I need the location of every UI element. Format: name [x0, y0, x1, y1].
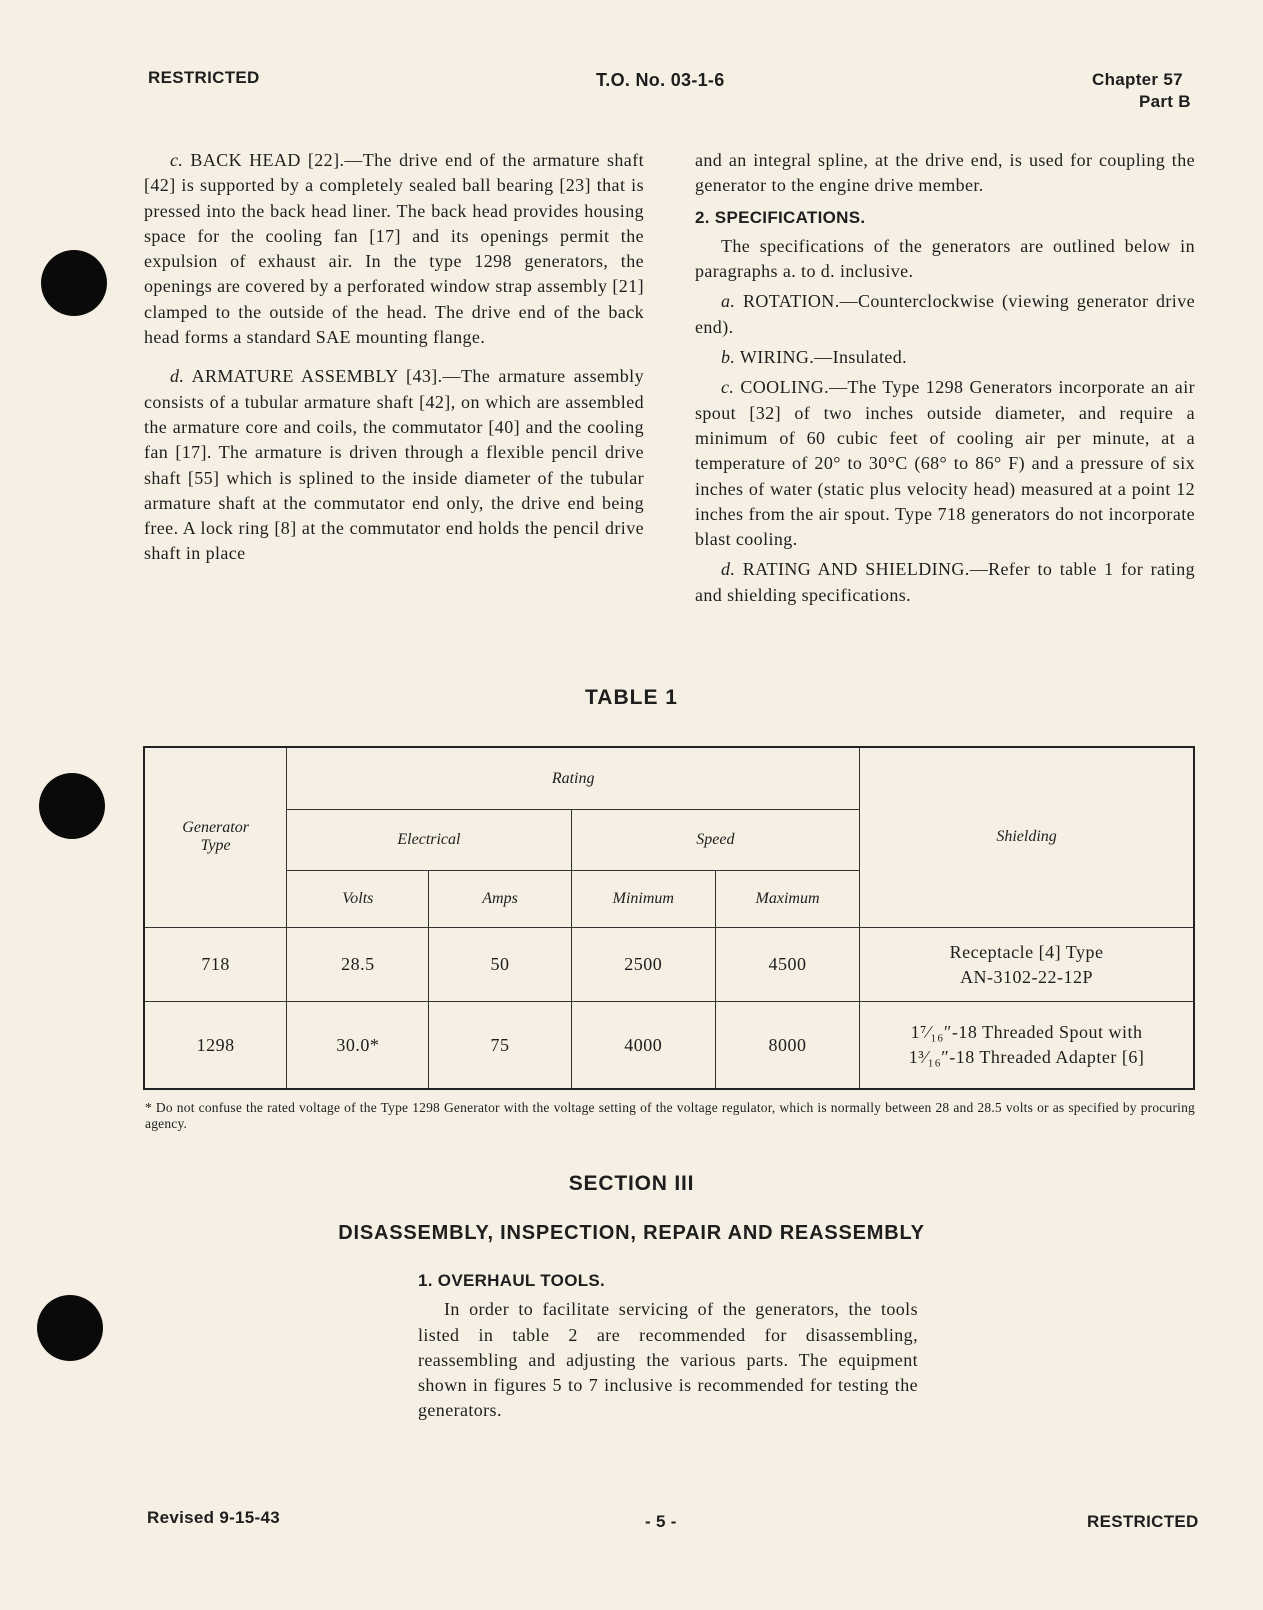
footer-restricted: RESTRICTED: [1087, 1512, 1199, 1531]
spec-d-rating: d. RATING AND SHIELDING.—Refer to table 1 for rating and shielding specifications.: [695, 559, 1195, 605]
header-part: Part B: [1139, 92, 1191, 111]
header-generator-type: Generator Type: [144, 747, 287, 927]
specifications-heading: 2. SPECIFICATIONS.: [695, 207, 866, 227]
footer-page-number: - 5 -: [645, 1512, 677, 1531]
header-minimum: Minimum: [571, 870, 715, 927]
overhaul-tools-heading: 1. OVERHAUL TOOLS.: [418, 1271, 606, 1290]
right-column: [695, 148, 1195, 608]
cell-type: 1298: [144, 1002, 287, 1089]
footer-revised: Revised 9-15-43: [147, 1508, 281, 1527]
cell-amps: 75: [429, 1002, 571, 1089]
table-row: [144, 927, 1194, 1002]
header-maximum: Maximum: [715, 870, 859, 927]
cell-volts: 28.5: [287, 927, 429, 1002]
header-restricted: RESTRICTED: [148, 68, 260, 87]
cell-minimum: 2500: [571, 927, 715, 1002]
specifications-table: [143, 746, 1195, 1090]
specifications-intro: The specifications of the generators are outlined below in paragraphs a. to d. inclusive.: [695, 235, 1195, 282]
cell-type: 718: [144, 927, 287, 1002]
header-volts: Volts: [287, 870, 429, 927]
header-amps: Amps: [429, 870, 571, 927]
punch-hole-top: [41, 250, 107, 316]
section-title: SECTION III: [568, 1172, 695, 1195]
header-shielding: Shielding: [860, 747, 1194, 927]
left-column: [144, 148, 644, 567]
punch-hole-middle: [39, 773, 105, 839]
cell-minimum: 4000: [571, 1002, 715, 1089]
header-chapter: Chapter 57: [1092, 70, 1183, 89]
table-footnote: * Do not confuse the rated voltage of the Type 1298 Generator with the voltage setting of the voltage regulator, which is normally between 28 and 28.5 volts or as specified by procuring agency.: [145, 1100, 1195, 1131]
continuation-text: and an integral spline, at the drive end, is used for coupling the generator to the engine drive member.: [695, 150, 1195, 196]
spec-b-wiring: b. WIRING.—Insulated.: [721, 347, 908, 368]
cell-volts: 30.0*: [287, 1002, 429, 1089]
spec-a-rotation: a. ROTATION.—Counterclockwise (viewing generator drive end).: [695, 291, 1195, 337]
overhaul-tools-block: [418, 1268, 918, 1424]
paragraph-c-back-head: c. BACK HEAD [22].—The drive end of the armature shaft [42] is supported by a completely sealed ball bearing [23] that is pressed into the back head liner. The back head provides housing space for the cooling fan [17] and its openings permit the expulsion of exhaust air. In the type 1298 generators, the openings are covered by a perforated window strap assembly [21] clamped to the outside of the head. The drive end of the back head forms a standard SAE mounting flange.: [144, 150, 644, 348]
header-rating: Rating: [287, 747, 860, 810]
header-to-number: T.O. No. 03-1-6: [596, 70, 725, 90]
cell-maximum: 4500: [715, 927, 859, 1002]
cell-amps: 50: [429, 927, 571, 1002]
header-speed: Speed: [571, 810, 859, 871]
table-row: [144, 1002, 1194, 1089]
cell-shielding: Receptacle [4] Type AN-3102-22-12P: [860, 927, 1194, 1002]
punch-hole-bottom: [37, 1295, 103, 1361]
cell-maximum: 8000: [715, 1002, 859, 1089]
spec-c-cooling: c. COOLING.—The Type 1298 Generators incorporate an air spout [32] of two inches outside diameter, and require a minimum of 60 cubic feet of cooling air per minute, at a temperature of 20° to 30°C (68° to 86° F) and a pressure of six inches of water (static plus velocity head) measured at a point 12 inches from the air spout. Type 718 generators do not incorporate blast cooling.: [695, 377, 1195, 550]
table-title: TABLE 1: [585, 686, 678, 709]
cell-shielding: 1⁷⁄₁₆″-18 Threaded Spout with 1³⁄₁₆″-18 Threaded Adapter [6]: [860, 1002, 1194, 1089]
overhaul-tools-text: In order to facilitate servicing of the generators, the tools listed in table 2 are recommended for disassembling, reassembling and adjusting the various parts. The equipment shown in figures 5 to 7 inclusive is recommended for testing the generators.: [418, 1299, 918, 1421]
header-electrical: Electrical: [287, 810, 571, 871]
paragraph-d-armature: d. ARMATURE ASSEMBLY [43].—The armature assembly consists of a tubular armature shaft [42], on which are assembled the armature core and coils, the commutator [40] and the cooling fan [17]. The armature is driven through a flexible pencil drive shaft [55] which is splined to the inside diameter of the tubular armature shaft at the commutator end only, the drive end being free. A lock ring [8] at the commutator end holds the pencil drive shaft in place: [144, 366, 644, 564]
section-subtitle: DISASSEMBLY, INSPECTION, REPAIR AND REASSEMBLY: [338, 1222, 925, 1244]
